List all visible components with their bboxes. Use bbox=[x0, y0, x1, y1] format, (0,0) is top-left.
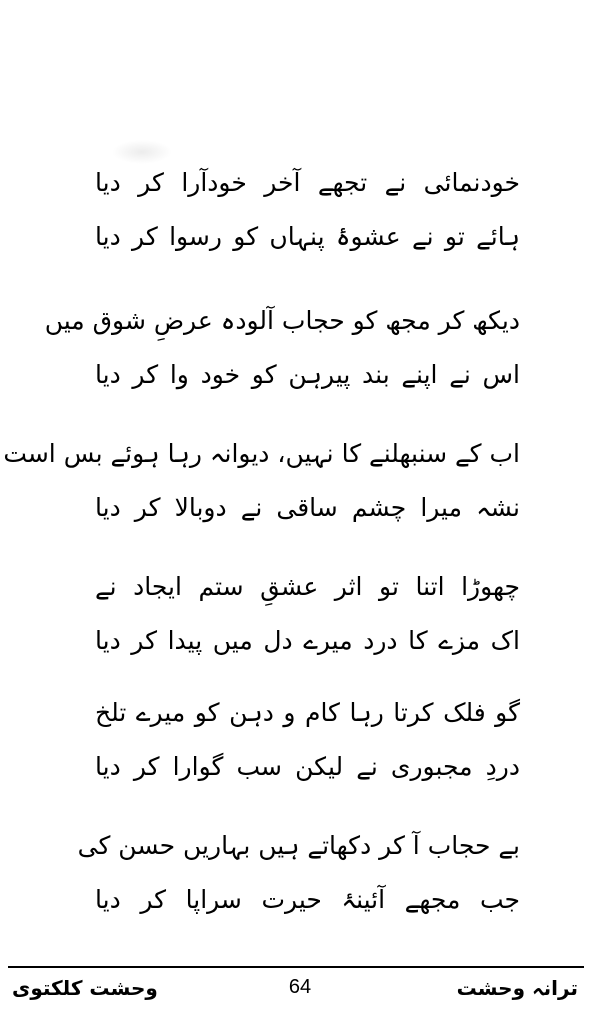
couplet-5 bbox=[95, 693, 520, 787]
paper-smudge bbox=[112, 140, 172, 164]
couplet-3 bbox=[3, 434, 520, 528]
couplet-4 bbox=[95, 567, 520, 661]
verse-line: اس نے اپنے بند پیرہن کو خود وا کر دیا bbox=[95, 360, 520, 389]
verse-line: جب مجھے آئینۂ حیرت سراپا کر دیا bbox=[95, 885, 520, 914]
couplet-2 bbox=[44, 301, 520, 395]
verse-line: بے حجاب آ کر دکھاتے ہیں بہاریں حسن کی bbox=[77, 831, 520, 860]
couplet-6 bbox=[77, 826, 520, 920]
verse-line: ہائے تو نے عشوۂ پنہاں کو رسوا کر دیا bbox=[95, 222, 520, 251]
footer-poet-name: وحشت کلکتوی bbox=[12, 976, 158, 1000]
verse-line: دیکھ کر مجھ کو حجاب آلودہ عرضِ شوق میں bbox=[44, 306, 520, 335]
verse-line: گو فلک کرتا رہا کام و دہن کو میرے تلخ bbox=[95, 698, 520, 727]
verse-line: چھوڑا اتنا تو اثر عشقِ ستم ایجاد نے bbox=[95, 572, 520, 601]
verse-line: اب کے سنبھلنے کا نہیں، دیوانہ رہا ہوئے بس است bbox=[3, 439, 520, 468]
footer-book-title: ترانہ وحشت bbox=[456, 976, 578, 1000]
verse-line: نشہ میرا چشم ساقی نے دوبالا کر دیا bbox=[95, 493, 520, 522]
verse-line: اک مزے کا درد میرے دل میں پیدا کر دیا bbox=[95, 626, 520, 655]
verse-line: دردِ مجبوری نے لیکن سب گوارا کر دیا bbox=[95, 752, 520, 781]
footer-divider bbox=[8, 966, 584, 968]
couplet-1 bbox=[95, 163, 520, 257]
page-number: 64 bbox=[288, 976, 312, 998]
verse-line: خودنمائی نے تجھے آخر خودآرا کر دیا bbox=[95, 168, 520, 197]
